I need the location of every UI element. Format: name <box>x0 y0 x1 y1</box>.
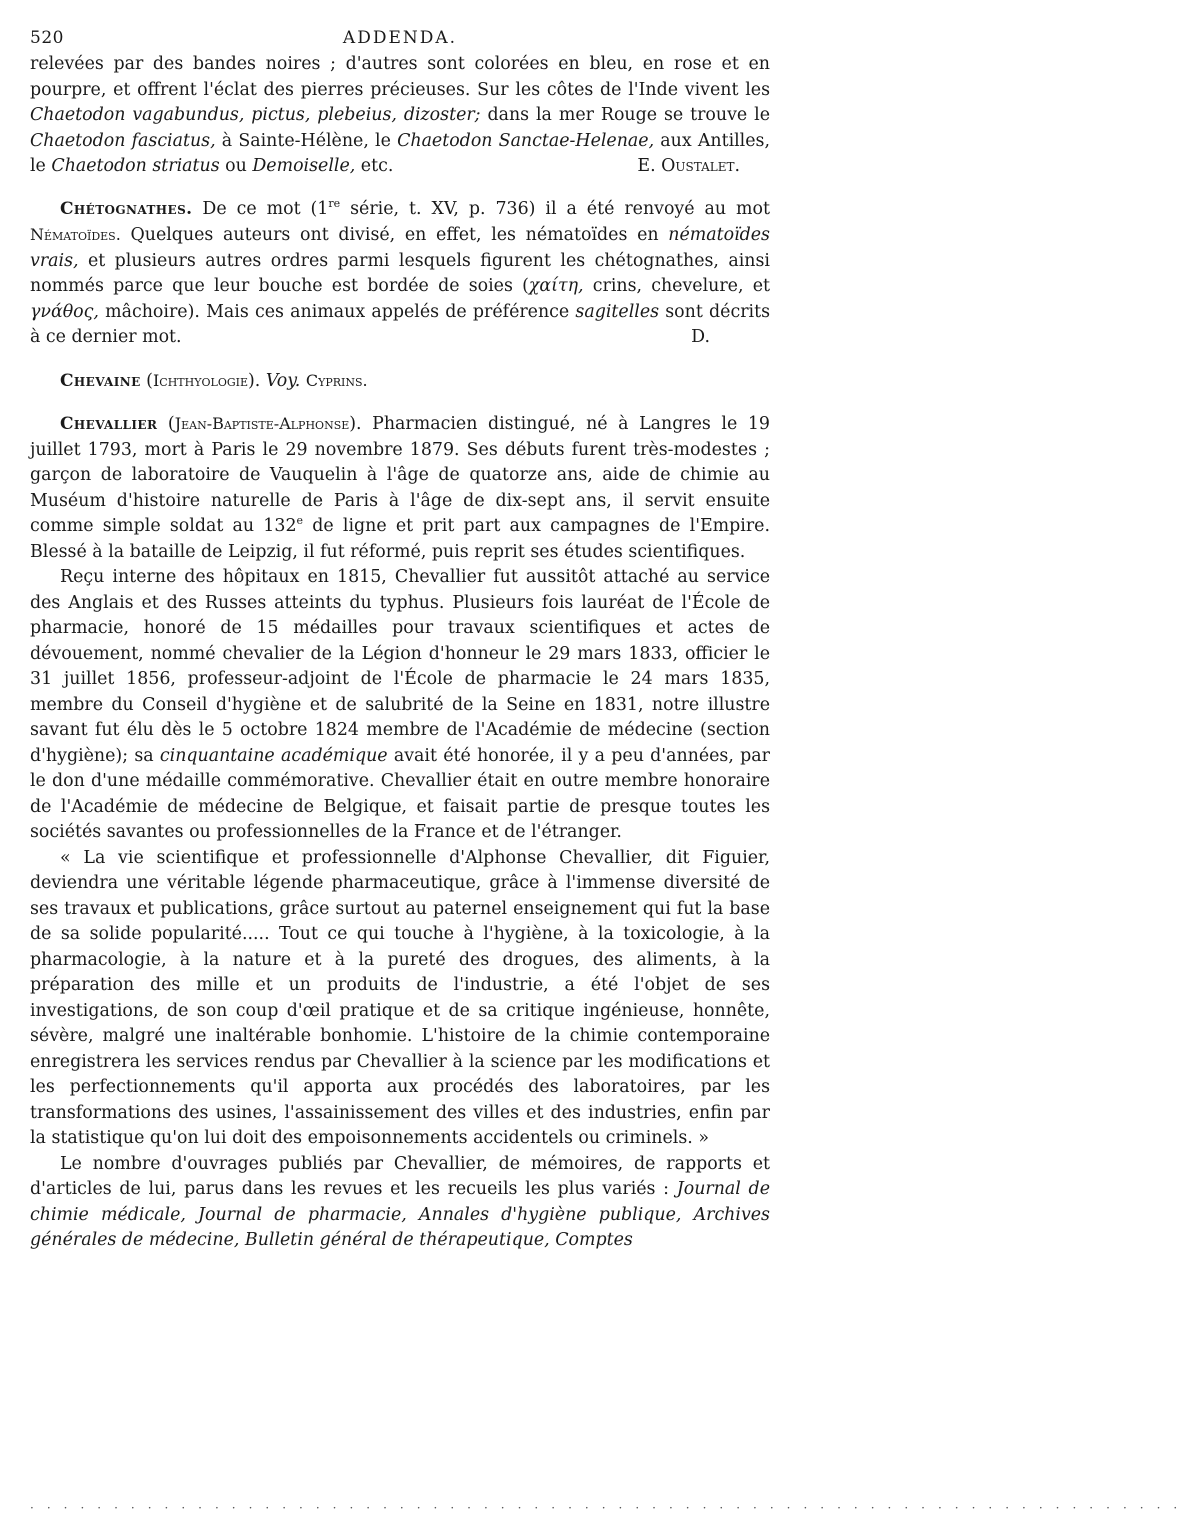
entry-chevaine <box>30 368 770 395</box>
italic-term: nématoïdes vrais, <box>30 225 770 271</box>
journal-titles: Journal de chimie médicale, Journal de pharmacie, Annales d'hygiène publique, Archives générales de médecine, Bulletin général de thérapeutique, Comptes <box>30 1179 770 1250</box>
text-run: et plusieurs autres ordres parmi lesquels figurent les chétognathes, ainsi nommés parce que leur bouche est bordée de soies ( <box>30 250 770 296</box>
text-run: ). Pharmacien distingué, né à Langres le 19 juillet 1793, mort à Paris le 29 novembre 1879. Ses débuts furent très-modestes ; garçon de laboratoire de Vauquelin à l'âge de quatorze ans, aide de chimie au Muséum d'histoire naturelle de Paris à l'âge de dix-sept ans, il servit ensuite comme simple soldat au 132 <box>30 414 770 536</box>
species-name: Chaetodon Sanctae-Helenae, <box>397 130 655 151</box>
headword: Chétognathes. <box>60 198 193 219</box>
text-run: mâchoire). Mais ces animaux appelés de préférence <box>98 301 576 322</box>
author-signature: E. Oustalet. <box>637 156 740 176</box>
greek-word: χαίτη, <box>528 276 584 296</box>
species-name: Chaetodon fasciatus, <box>30 130 216 151</box>
text-run: De ce mot (1 <box>192 198 329 219</box>
person-forenames: Jean-Baptiste-Alphonse <box>174 414 350 433</box>
headword: Chevallier <box>60 414 158 434</box>
text-run: à Sainte-Hélène, le <box>215 130 398 151</box>
running-title: ADDENDA. <box>342 28 458 48</box>
chevallier-paragraph-4 <box>30 1152 770 1254</box>
see-reference: Voy. <box>265 370 301 391</box>
entry-chetognathes <box>30 197 770 351</box>
italic-term: cinquantaine académique <box>159 745 388 766</box>
text-run: Reçu interne des hôpitaux en 1815, Chevallier fut aussitôt attaché au service des Anglais et des Russes atteints du typhus. Plusieurs fois lauréat de l'École de pharmacie, honoré de 15 médailles pour travaux scientifiques et actes de dévouement, nommé chevalier de la Légion d'honneur le 29 mars 1833, officier le 31 juillet 1856, professeur-adjoint de l'École de pharmacie le 24 mars 1835, membre du Conseil d'hygiène et de salubrité de la Seine en 1831, notre illustre savant fut élu dès le 5 octobre 1824 membre de l'Académie de médecine (section d'hygiène); sa <box>30 567 770 766</box>
text-run: ). <box>248 370 266 391</box>
text-run: Quelques auteurs ont divisé, en effet, les nématoïdes en <box>120 225 669 245</box>
text-run: sont décrits à ce dernier mot. <box>30 301 770 347</box>
species-name: Chaetodon striatus <box>51 156 220 176</box>
species-name: Chaetodon vagabundus, pictus, plebeius, dizoster; <box>30 105 481 125</box>
species-name: Demoiselle, <box>252 156 356 176</box>
text-run: etc. <box>355 156 394 176</box>
text-run: aux Antilles, le <box>30 130 770 176</box>
chaetodon-continuation <box>30 52 770 180</box>
subject-label: Ichthyologie <box>152 370 248 390</box>
entry-chevallier <box>30 411 770 565</box>
cross-reference: Cyprins. <box>305 370 368 390</box>
superscript: e <box>296 514 304 528</box>
text-run: dans la mer Rouge se trouve le <box>480 105 770 125</box>
text-run: Le nombre d'ouvrages publiés par Chevallier, de mémoires, de rapports et d'articles de lui, parus dans les revues et les recueils les plus variés : <box>30 1153 770 1199</box>
author-signature: D. <box>691 327 710 347</box>
text-run: ( <box>157 414 175 434</box>
text-run: série, t. XV, p. 736) il a été renvoyé au mot <box>340 198 770 219</box>
text-run: ( <box>140 370 153 391</box>
bleed-through-dots: ····································································· <box>30 1501 1190 1515</box>
page-header <box>30 26 770 52</box>
page-number: 520 <box>30 28 64 48</box>
text-run: ou <box>219 156 253 176</box>
text-run: relevées par des bandes noires ; d'autres sont colorées en bleu, en rose et en pourpre, et offrent l'éclat des pierres précieuses. Sur les côtes de l'Inde vivent les <box>30 54 770 100</box>
greek-word: γνάθος, <box>30 301 99 322</box>
text-run: de ligne et prit part aux campagnes de l'Empire. Blessé à la bataille de Leipzig, il fut réformé, puis reprit ses études scientifiques. <box>30 516 771 562</box>
chevallier-quotation: « La vie scientifique et professionnelle d'Alphonse Chevallier, dit Figuier, deviendra une véritable légende pharmaceutique, grâce à l'immense diversité de ses travaux et publications, grâce surtout au paternel enseignement qui fut la base de sa solide popularité..... Tout ce qui touche à l'hygiène, à la toxicologie, à la pharmacologie, à la nature et à la pureté des drogues, des aliments, à la préparation des mille et un produits de l'industrie, a été l'objet de ses investigations, de son coup d'œil pratique et de sa critique ingénieuse, honnête, sévère, malgré une inaltérable bonhomie. L'histoire de la chimie contemporaine enregistrera les services rendus par Chevallier à la science par les modifications et les perfectionnements qu'il apporta aux procédés des laboratoires, par les transformations des usines, l'assainissement des villes et des industries, enfin par la statistique qu'on lui doit des empoisonnements accidentels ou criminels. » <box>30 847 770 1148</box>
text-run: avait été honorée, il y a peu d'années, par le don d'une médaille commémorative. Chevallier était en outre membre honoraire de l'Académie de médecine de Belgique, et faisait partie de presque toutes les sociétés savantes ou professionnelles de la France et de l'étranger. <box>30 745 770 842</box>
text-run: crins, chevelure, et <box>583 276 770 296</box>
cross-reference: Nématoïdes. <box>30 225 121 244</box>
italic-term: sagitelles <box>575 301 660 322</box>
headword: Chevaine <box>60 370 141 391</box>
chevallier-paragraph-2 <box>30 565 770 846</box>
superscript: re <box>328 196 341 210</box>
